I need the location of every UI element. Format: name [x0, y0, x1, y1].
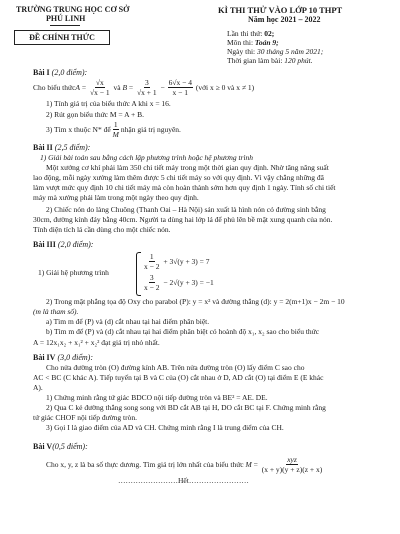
system-eq1: $\frac{1}{x - 2}$ + 3√(y + 3) = 7 [144, 252, 210, 271]
bai1-q3: 3) Tìm x thuộc N* để $\frac{1}{M}$ nhận giá trị nguyên. [46, 120, 181, 139]
bai2-p2: 2) Chiếc nón do làng Chuông (Thanh Oai – Hà Nội) sản xuất là hình nón có đường sinh bằng [46, 205, 326, 214]
attempt-line: Lần thi thứ: 02; [227, 29, 275, 38]
bai4-q2: 2) Qua C kẻ đường thẳng song song với BD cắt AB tại H, DO cắt BC tại F. Chứng minh rằng [46, 403, 326, 412]
bai3-q2d: b) Tìm m để (P) và (d) cắt nhau tại hai điểm phân biệt có hoành độ x₁, x₂ sao cho biểu thức [46, 327, 320, 336]
official-badge [14, 30, 110, 45]
bai4-l2: AC < BC (C khác A). Tiếp tuyến tại B và C của (O) cắt nhau ở D, AD cắt (O) tại điểm E (E khác [33, 373, 324, 382]
bai3-q2e: A = 12x₁x₂ + x₁² + x₂² đạt giá trị nhỏ nhất. [33, 338, 160, 347]
divider [50, 25, 80, 26]
bai4-q3: 3) Gọi I là giao điểm của AD và CH. Chứng minh rằng I là trung điểm của CH. [46, 423, 284, 432]
bai2-l2: lao động, mỗi ngày xưởng làm thêm được 5 chi tiết máy so với quy định. Vì vậy chẳng những đã [33, 173, 324, 182]
end-marker: ……………………Hết…………………… [118, 476, 249, 485]
date-line: Ngày thi: 30 tháng 5 năm 2021; [227, 47, 324, 56]
bai2-l4: máy mà xưởng phải làm trong một ngày theo quy định. [33, 193, 199, 202]
bai1-heading: Bài I (2,0 điểm): [33, 68, 88, 77]
bai2-l6: Tính diện tích lá cần dùng cho một chiếc nón. [33, 225, 171, 234]
bai3-q2: 2) Trong mặt phẳng tọa độ Oxy cho parabol (P): y = x² và đường thẳng (d): y = 2(m+1)x − 2m − 10 [46, 297, 345, 306]
subject-line: Môn thi: Toán 9; [227, 38, 279, 47]
official-label: ĐỀ CHÍNH THỨC [29, 33, 95, 42]
bai3-q1: 1) Giải hệ phương trình [38, 268, 109, 277]
school-name-line1: TRƯỜNG TRUNG HỌC CƠ SỞ [16, 5, 130, 14]
bai3-q2c: a) Tìm m để (P) và (d) cắt nhau tại hai điểm phân biệt. [46, 317, 210, 326]
bai4-l1: Cho nửa đường tròn (O) đường kính AB. Trên nửa đường tròn (O) lấy điểm C sao cho [46, 363, 305, 372]
exam-title: KÌ THI THỬ VÀO LỚP 10 THPT [218, 5, 343, 15]
bai2-l3: làm vượt mức quy định 10 chi tiết máy mà còn hoàn thành sớm hơn quy định 1 ngày. Tính số chi tiết [33, 183, 336, 192]
bai2-l1: Một xưởng cơ khí phải làm 350 chi tiết máy trong một thời gian quy định. Nhờ tăng năng suất [46, 163, 329, 172]
bai5-text: Cho x, y, z là ba số thực dương. Tìm giá trị lớn nhất của biểu thức M = $\frac{\text{xyz}}{(x + y)(y + z)(z + x)}$ [46, 455, 323, 474]
bai5-heading: Bài V(0,5 điểm): [33, 442, 88, 451]
bai4-q2b: tứ giác CHOF nội tiếp đường tròn. [33, 413, 137, 422]
bai4-heading: Bài IV (3,0 điểm): [33, 353, 93, 362]
bai1-expression: Cho biểu thức A = $\frac{√x}{√x - 1}$ và B = $\frac{3}{√x + 1}$ − $\frac{6√x - 4}{x - 1}$ (với x ≥ 0 và x ≠ 1) [33, 78, 255, 97]
bai1-q2: 2) Rút gọn biểu thức M = A + B. [46, 110, 144, 119]
system-brace [136, 252, 141, 296]
bai2-l5: 30cm, đường kính đáy bằng 40cm. Người ta dùng hai lớp lá để phủ lên bề mặt xung quanh của nón. [33, 215, 333, 224]
bai2-p1: 1) Giải bài toán sau bằng cách lập phương trình hoặc hệ phương trình [40, 153, 254, 162]
school-name-line2: PHÚ LINH [46, 14, 86, 23]
bai3-heading: Bài III (2,0 điểm): [33, 240, 94, 249]
bai1-q1: 1) Tính giá trị của biểu thức A khi x = 16. [46, 99, 171, 108]
bai3-q2b: (m là tham số). [33, 307, 79, 316]
school-year: Năm học 2021 – 2022 [248, 15, 321, 24]
time-line: Thời gian làm bài: 120 phút. [227, 56, 313, 65]
system-eq2: $\frac{3}{x - 2}$ − 2√(y + 3) = −1 [144, 273, 214, 292]
bai2-heading: Bài II (2,5 điểm): [33, 143, 91, 152]
bai4-q1: 1) Chứng minh rằng tứ giác BDCO nội tiếp đường tròn và BE² = AE. DE. [46, 393, 268, 402]
bai4-l3: A). [33, 383, 43, 392]
